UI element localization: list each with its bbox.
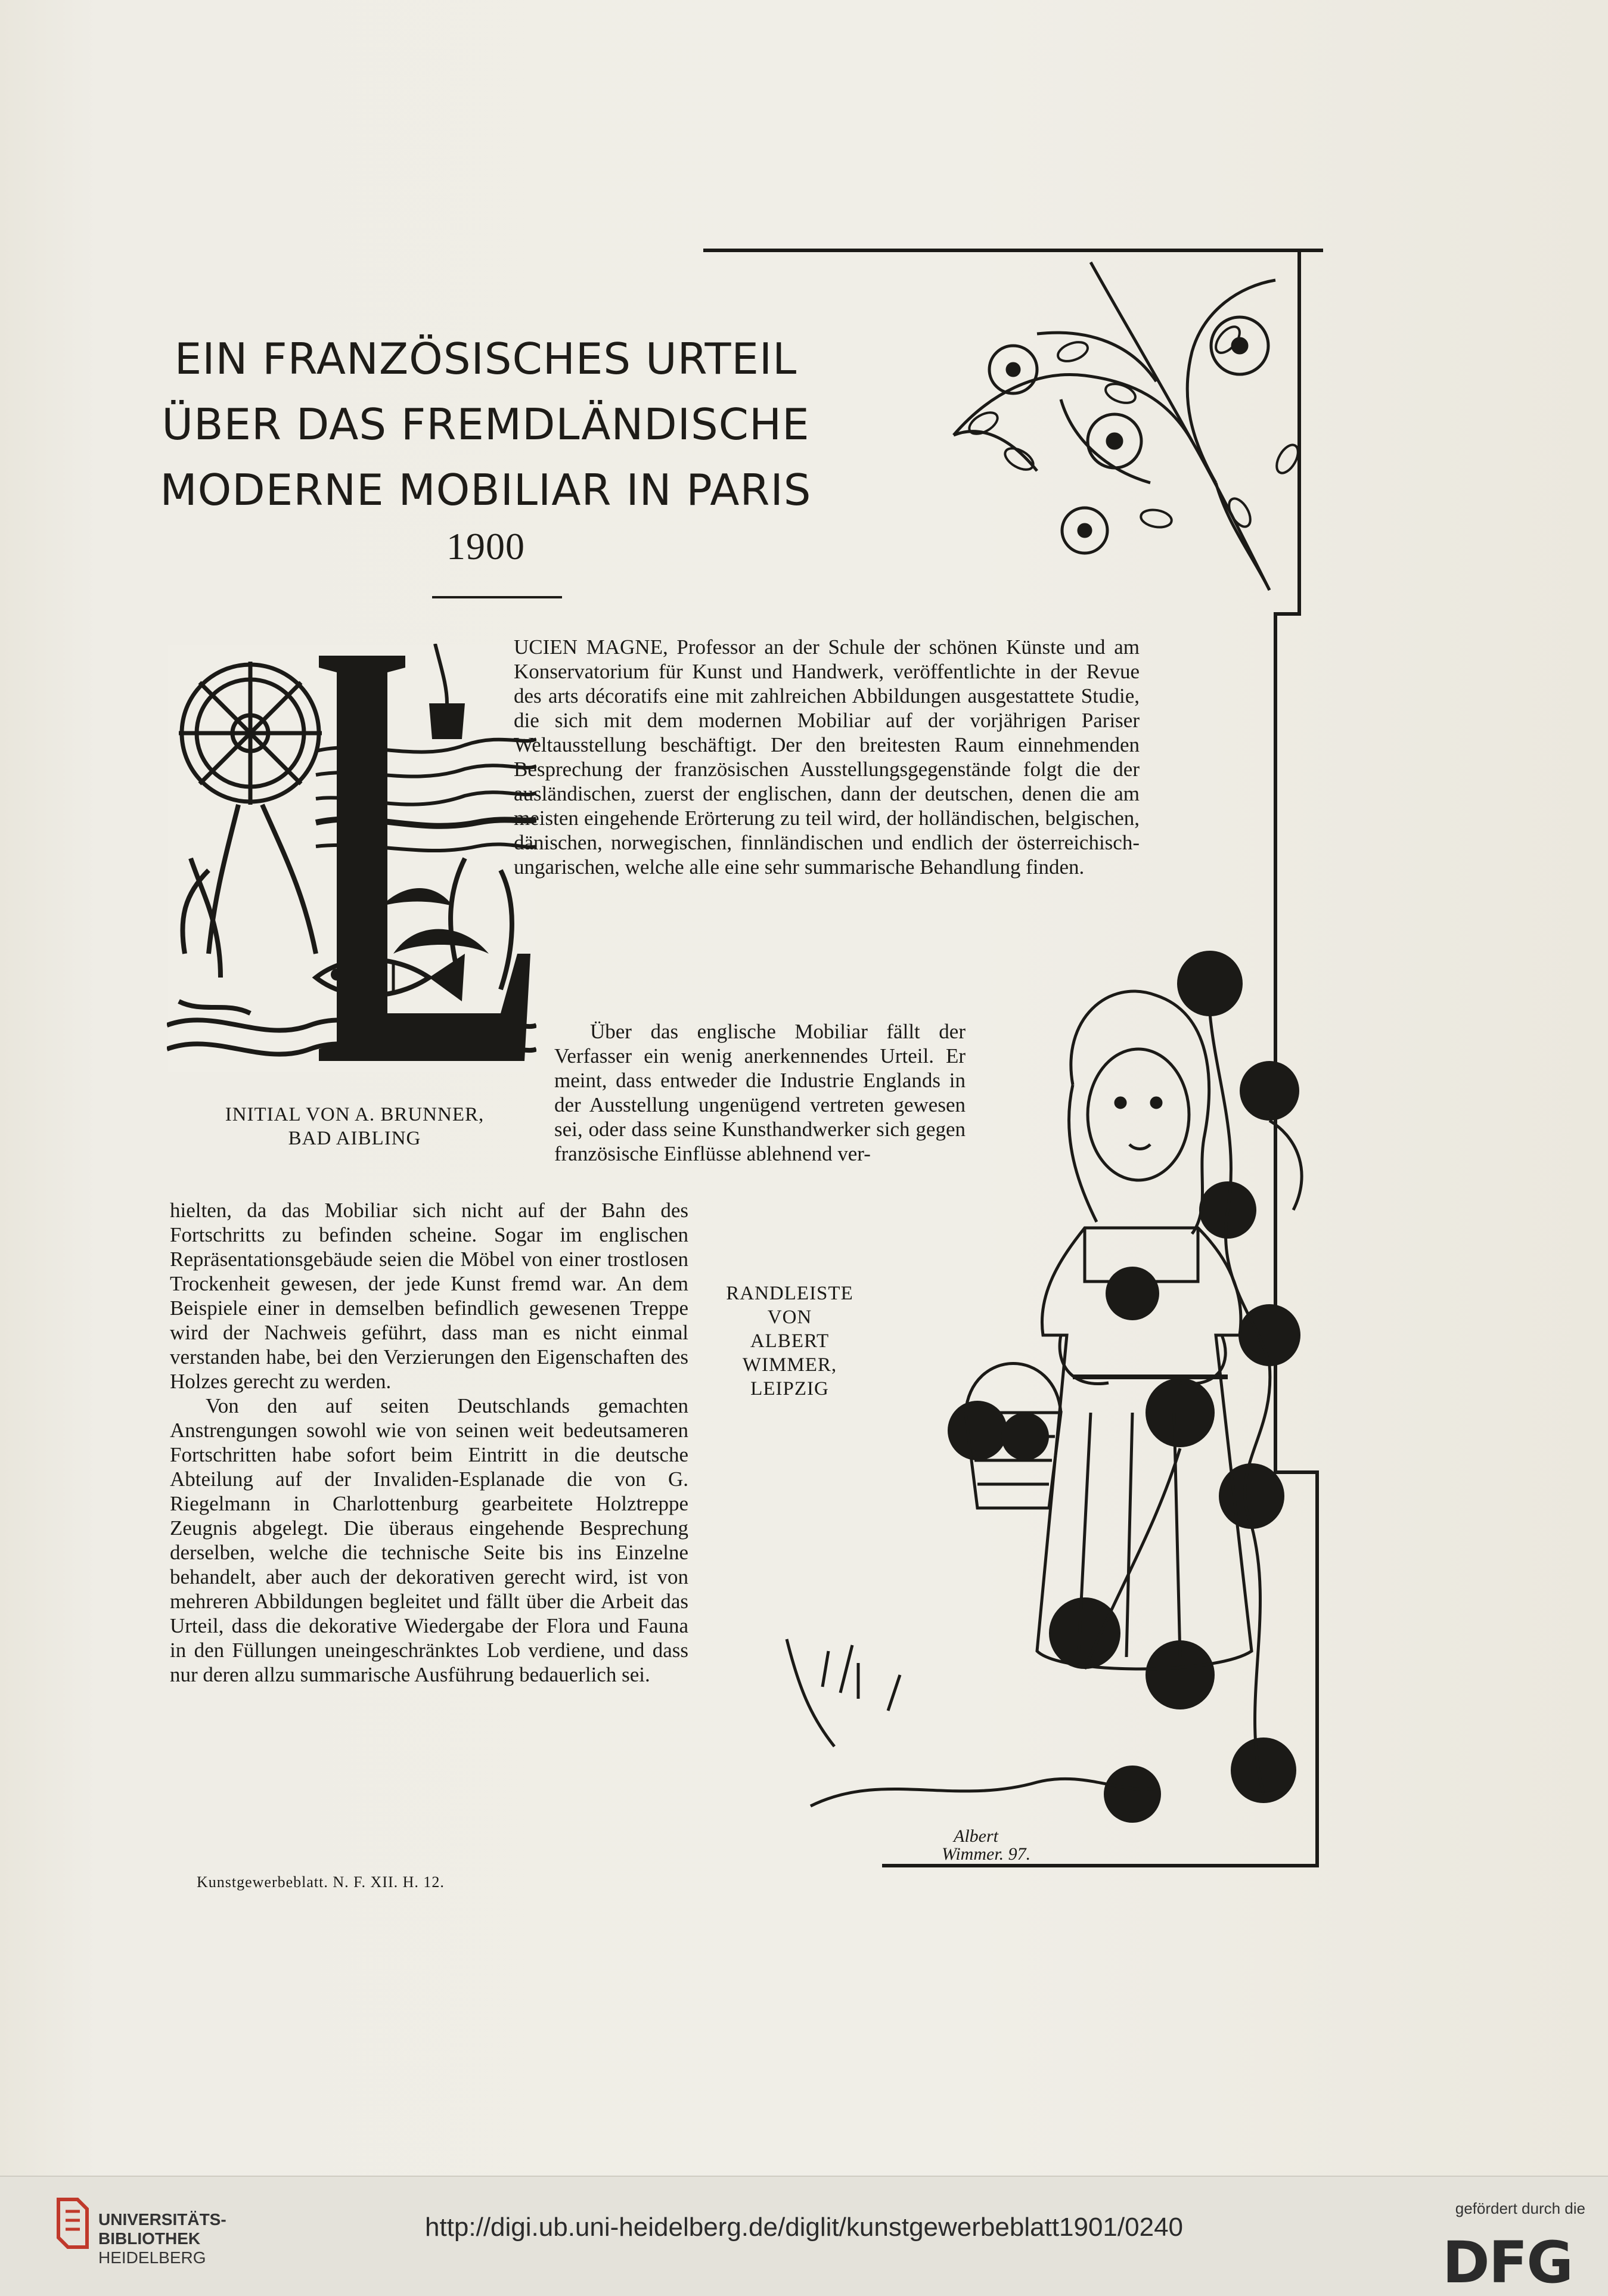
border-caption-line-3: ALBERT (750, 1330, 830, 1352)
artist-signature-line-1: Albert (954, 1826, 998, 1846)
source-url[interactable]: http://digi.ub.uni-heidelberg.de/diglit/kunstgewerbeblatt1901/0240 (424, 2213, 1184, 2242)
dfg-logo: DFG (1442, 2229, 1573, 2296)
border-illustration (703, 244, 1430, 1884)
border-caption-line-2: VON (767, 1307, 812, 1328)
funded-by-label: gefördert durch die (1455, 2199, 1585, 2217)
border-caption-line-5: LEIPZIG (750, 1378, 829, 1400)
body-text-col1: UCIEN MAGNE, Professor an der Schule der schönen Künste und am Konservatorium für Kunst und Handwerk, veröffentlichte in der Revue des arts décoratifs eine mit zahlreichen Abbildungen ausgestattete Studie, die sich mit dem modernen Mobiliar auf der vorjährigen Pariser Weltausstellung beschäftigt. Der den breitesten Raum einnehmenden Besprechung der französischen Ausstellungsgegenstände folgt die der ausländischen, zuerst der englischen, dann der deutschen, denen die am meisten eingehende Erörterung zu teil wird, der holländischen, belgischen, dänischen, norwegischen, finnländischen und endlich der österreichisch-ungarischen, welche alle eine sehr summarische Behandlung finden. (514, 635, 1140, 879)
initial-caption-line-2: BAD AIBLING (288, 1128, 421, 1149)
body-paragraphs-3 (170, 1198, 688, 1687)
border-caption-line-4: WIMMER, (742, 1354, 837, 1376)
article-title-year: 1900 (446, 525, 525, 567)
university-name-line-2: BIBLIOTHEK (98, 2229, 201, 2248)
journal-footer-note: Kunstgewerbeblatt. N. F. XII. H. 12. (197, 1873, 445, 1891)
title-rule (432, 596, 562, 598)
article-title-line-2: ÜBER DAS FREMDLÄNDISCHE (162, 399, 810, 449)
border-caption-line-1: RANDLEISTE (726, 1283, 853, 1304)
body-text-col3-p1: hielten, da das Mobiliar sich nicht auf der Bahn des Fortschritts zu befinden scheine. Sogar im englischen Repräsentationsgebäude seien die Möbel von einer trostlosen Trockenheit gewesen, der jede Kunst fremd war. An dem Beispiele einer in demselben befindlich gewesenen Treppe wird der Nachweis geführt, dass man es nicht einmal verstanden habe, bei den Verzierungen den Eigenschaften des Holzes gerecht zu werden. (170, 1199, 688, 1393)
artist-signature-line-2: Wimmer. 97. (942, 1844, 1031, 1864)
university-name-line-1: UNIVERSITÄTS- (98, 2210, 226, 2229)
body-text-col2: Über das englische Mobiliar fällt der Verfasser ein wenig anerkennendes Urteil. Er meint, dass entweder die Industrie Englands in der Ausstellung ungenügend vertreten gewesen sei, oder dass seine Kunsthandwerker sich gegen französische Einflüsse ablehnend ver- (554, 1020, 966, 1165)
article-title-line-1: EIN FRANZÖSISCHES URTEIL (174, 334, 797, 384)
initial-caption (173, 1103, 536, 1150)
university-name-line-3: HEIDELBERG (98, 2248, 206, 2267)
initial-illustration (167, 644, 536, 1073)
article-title-line-3: MODERNE MOBILIAR IN PARIS (160, 465, 812, 515)
body-text-col3-p2: Von den auf seiten Deutschlands gemachten Anstrengungen sowohl wie von seinen weit bedeutsameren Fortschritten habe sofort beim Eintritt in die deutsche Abteilung auf der Invaliden-Esplanade die von G. Riegelmann in Charlottenburg gearbeitete Holztreppe Zeugnis abgelegt. Die überaus eingehende Besprechung derselben, welche die technische Seite bis ins Einzelne behandelt, aber auch der dekorativen gerecht wird, ist von mehreren Abbildungen begleitet und fällt über die Arbeit das Urteil, dass die dekorative Wiedergabe der Flora und Fauna in den Füllungen uneingeschränktes Lob verdiene, und dass nur deren allzu summarische Ausführung bedauerlich sei. (170, 1394, 688, 1686)
initial-caption-line-1: INITIAL VON A. BRUNNER, (225, 1104, 485, 1125)
